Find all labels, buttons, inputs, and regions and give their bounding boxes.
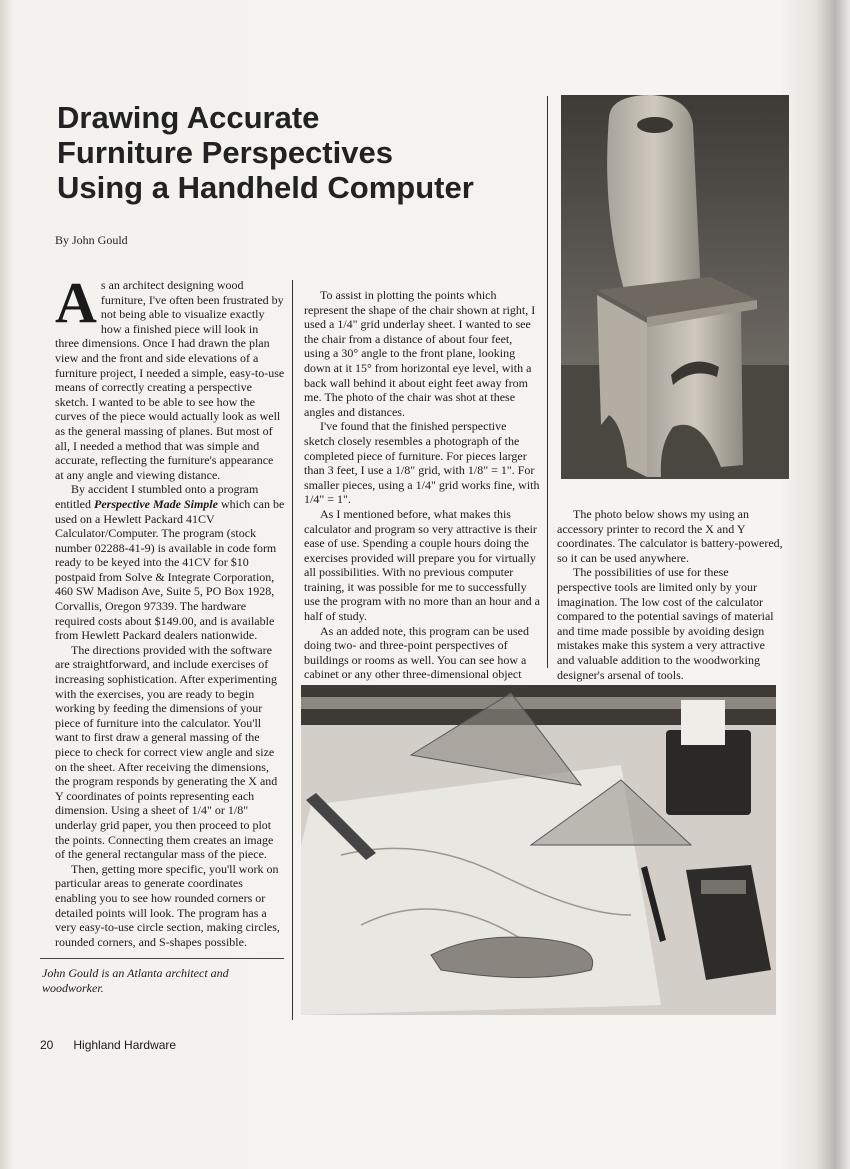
text-column-2	[304, 288, 540, 697]
byline: By John Gould	[55, 233, 128, 247]
paragraph-text: s an architect designing wood furniture, I've often been frustrated by not being able to visualize exactly how a finished piece will look in three dimensions. Once I had drawn the plan view and the front and side elevations of a furniture project, I needed a simple, easy-to-use means of correctly creating a perspective sketch. I wanted to be able to see how the curves of the piece would actually look as well as the general massing of planes. But most of all, I needed a method that was simple and accurate, reflecting the furniture's appearance at any angle and viewing distance.	[55, 278, 285, 482]
drop-cap: A	[55, 270, 97, 335]
paragraph: As an added note, this program can be used doing two- and three-point perspectives of buildings or rooms as well. You can see how a cabinet or any other three-dimensional object	[304, 623, 529, 682]
title-line: Drawing Accurate	[57, 100, 320, 135]
column-divider	[547, 96, 548, 668]
paragraph: Then, getting more specific, you'll work on particular areas to generate coordinates enabling you to see how rounded corners or detailed points will look. The program has a very easy-to-use circle section, making circles, rounded corners, and S-shapes possible.	[55, 861, 280, 949]
program-title: Perspective Made Simple	[94, 496, 218, 511]
chair-illustration	[561, 95, 789, 479]
text-column-1	[55, 270, 285, 949]
publication-name: Highland Hardware	[73, 1038, 177, 1052]
paragraph: The directions provided with the software are straightforward, and include exercises of increasing sophistication. After experimenting with the exercises, you are ready to begin working by feeding the dimensions of your piece of furniture into the calculator. You'll want to first draw a general massing of the piece to check for correct view angle and size on the sheet. After receiving the dimensions, the program responds by generating the X and Y coordinates of points representing each dimension. Using a sheet of 1/4" or 1/8" underlay grid paper, you then proceed to plot the points. Connecting them creates an image of the general rectangular mass of the piece.	[55, 642, 278, 862]
paragraph	[55, 482, 285, 643]
paragraph	[55, 270, 285, 482]
paragraph-text: which can be used on a Hewlett Packard 41CV Calculator/Computer. The program (stock number 02288-41-9) is available in code form ready to be keyed into the 41CV for $10 postpaid from Solve & Integrate Corporation, 460 SW Madison Ave, Suite 5, PO Box 1928, Corvallis, Oregon 97339. The hardware required costs about $149.00, and is available from Hewlett Packard dealers nationwide.	[55, 496, 285, 643]
article-title	[57, 100, 527, 205]
title-line: Furniture Perspectives	[57, 135, 393, 170]
paragraph: The possibilities of use for these perspective tools are limited only by your imagination. The low cost of the calculator compared to the potential savings of material and time made possible by avoiding design mistakes make this system a very attractive and valuable addition to the woodworking designer's arsenal of tools.	[557, 565, 774, 682]
page-number: 20	[40, 1038, 54, 1052]
drafting-table-photo	[301, 685, 776, 1015]
title-line: Using a Handheld Computer	[57, 170, 474, 205]
paragraph: I've found that the finished perspective sketch closely resembles a photograph of the completed piece of furniture. For pieces larger than 3 feet, I use a 1/8" grid, with 1/8" = 1". For smaller pieces, using a 1/4" grid works fine, with 1/4" = 1".	[304, 419, 540, 507]
page-footer	[40, 1038, 176, 1052]
paragraph-text: By accident I stumbled onto a program entitled	[55, 482, 259, 511]
text-column-3	[557, 507, 783, 682]
drafting-table-illustration	[301, 685, 776, 1015]
author-bio: John Gould is an Atlanta architect and woodworker.	[42, 966, 229, 995]
column-divider	[292, 280, 293, 1020]
chair-photo	[561, 95, 789, 479]
paragraph: To assist in plotting the points which represent the shape of the chair shown at right, I used a 1/4" grid underlay sheet. I wanted to see the chair from a distance of about four feet, using a 30° angle to the front plane, looking down at it 15° from horizontal eye level, with a back wall behind it about eight feet away from me. The photo of the chair was shot at these angles and distances.	[304, 288, 536, 419]
paragraph: The photo below shows my using an accessory printer to record the X and Y coordinates. The calculator is battery-powered, so it can be used anywhere.	[557, 507, 783, 565]
bio-divider	[40, 958, 284, 959]
paragraph: As I mentioned before, what makes this calculator and program so very attractive is their ease of use. Spending a couple hours doing the exercises provided will prepare you for virtually all possibilities. With no previous computer training, it was possible for me to successfully use the program with no more than an hour and a half of study.	[304, 506, 540, 624]
